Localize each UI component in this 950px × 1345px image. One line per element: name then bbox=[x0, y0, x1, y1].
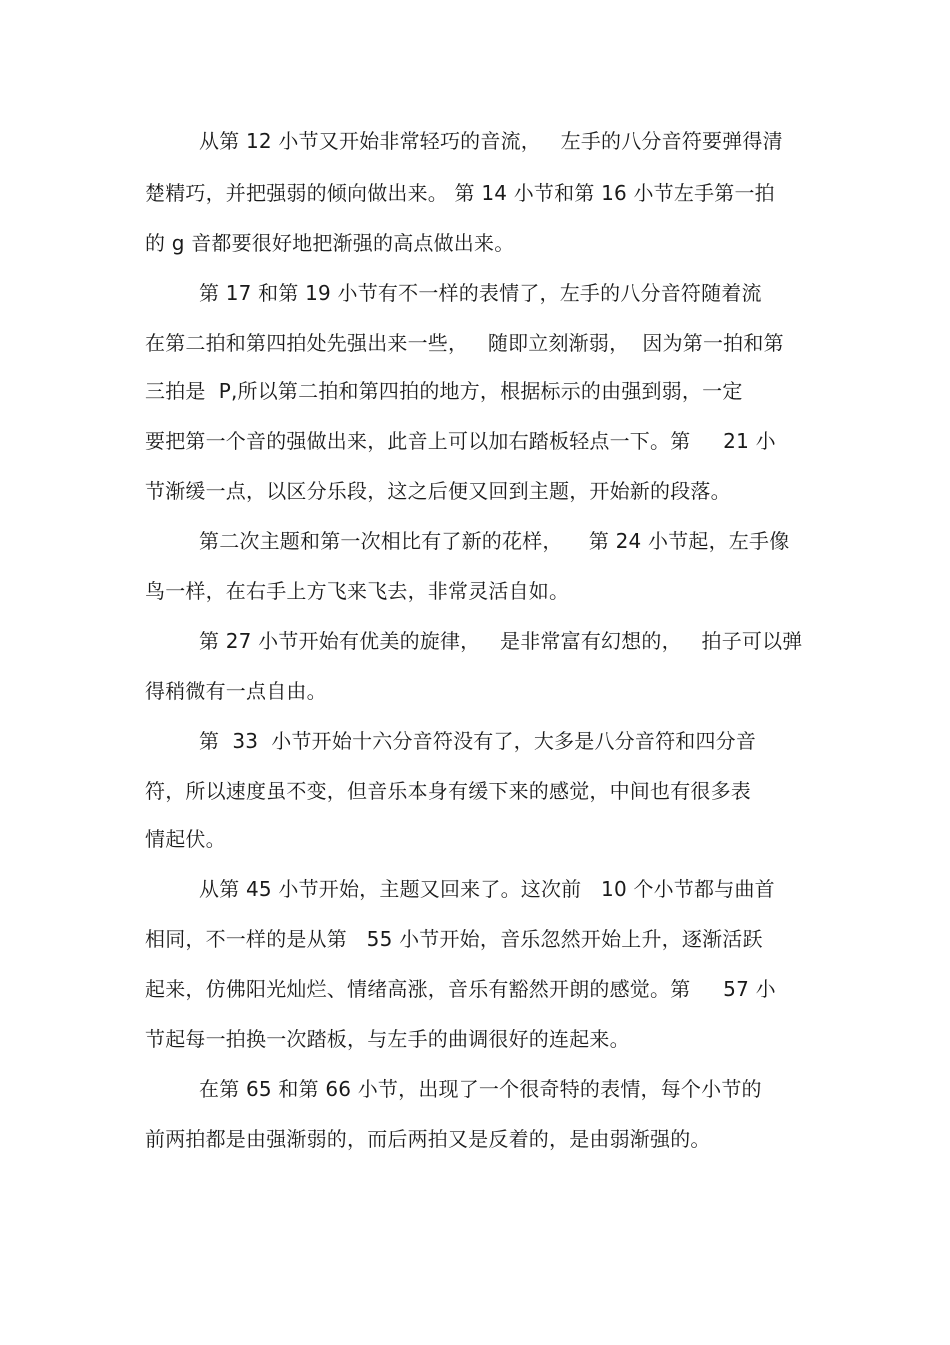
paragraph-4-line-2: 得稍微有一点自由。 bbox=[145, 679, 327, 703]
paragraph-3-line-2: 鸟一样，在右手上方飞来飞去，非常灵活自如。 bbox=[145, 579, 570, 603]
paragraph-2-line-1: 第 17 和第 19 小节有不一样的表情了，左手的八分音符随着流 bbox=[199, 281, 762, 305]
paragraph-6-line-2: 相同，不一样的是从第 55 小节开始，音乐忽然开始上升，逐渐活跃 bbox=[145, 927, 763, 951]
paragraph-4-line-1: 第 27 小节开始有优美的旋律， 是非常富有幻想的， 拍子可以弹 bbox=[199, 629, 803, 653]
paragraph-5-line-1: 第 33 小节开始十六分音符没有了，大多是八分音符和四分音 bbox=[199, 729, 757, 753]
paragraph-5-line-2: 符，所以速度虽不变，但音乐本身有缓下来的感觉，中间也有很多表 bbox=[145, 779, 751, 803]
paragraph-2-line-4: 要把第一个音的强做出来，此音上可以加右踏板轻点一下。第 21 小 bbox=[145, 429, 776, 453]
paragraph-6-line-4: 节起每一拍换一次踏板，与左手的曲调很好的连起来。 bbox=[145, 1027, 630, 1051]
paragraph-6-line-1: 从第 45 小节开始，主题又回来了。这次前 10 个小节都与曲首 bbox=[199, 877, 775, 901]
paragraph-2-line-5: 节渐缓一点，以区分乐段，这之后便又回到主题，开始新的段落。 bbox=[145, 479, 731, 503]
paragraph-2-line-2: 在第二拍和第四拍处先强出来一些， 随即立刻渐弱， 因为第一拍和第 bbox=[145, 331, 784, 355]
paragraph-3-line-1: 第二次主题和第一次相比有了新的花样， 第 24 小节起，左手像 bbox=[199, 529, 790, 553]
paragraph-1-line-1: 从第 12 小节又开始非常轻巧的音流， 左手的八分音符要弹得清 bbox=[199, 129, 783, 153]
paragraph-2-line-3: 三拍是 P,所以第二拍和第四拍的地方，根据标示的由强到弱，一定 bbox=[145, 379, 743, 403]
paragraph-1-line-2: 楚精巧，并把强弱的倾向做出来。 第 14 小节和第 16 小节左手第一拍 bbox=[145, 181, 775, 205]
paragraph-1-line-3: 的 g 音都要很好地把渐强的高点做出来。 bbox=[145, 231, 515, 255]
paragraph-7-line-1: 在第 65 和第 66 小节，出现了一个很奇特的表情，每个小节的 bbox=[199, 1077, 762, 1101]
paragraph-6-line-3: 起来，仿佛阳光灿烂、情绪高涨，音乐有豁然开朗的感觉。第 57 小 bbox=[145, 977, 776, 1001]
paragraph-7-line-2: 前两拍都是由强渐弱的，而后两拍又是反着的，是由弱渐强的。 bbox=[145, 1127, 711, 1151]
paragraph-5-line-3: 情起伏。 bbox=[145, 827, 226, 851]
